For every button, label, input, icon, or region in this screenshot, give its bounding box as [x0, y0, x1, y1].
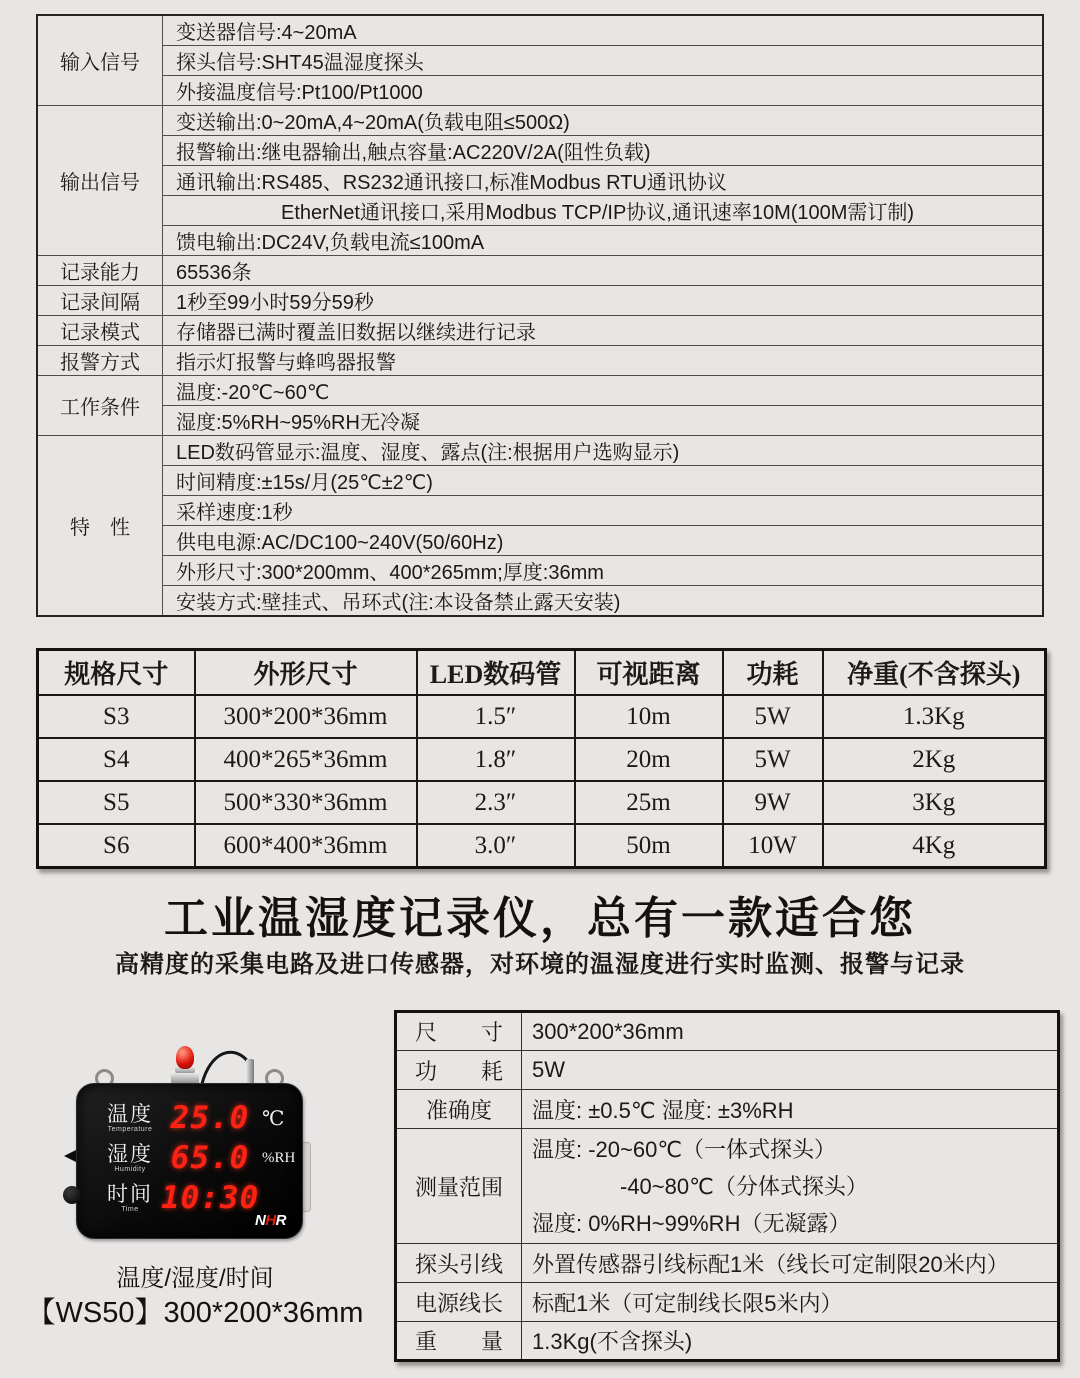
models-table [36, 648, 1047, 869]
models-cell: 10W [723, 824, 823, 868]
page-subtitle: 高精度的采集电路及进口传感器，对环境的温湿度进行实时监测、报警与记录 [115, 951, 965, 978]
detail-value: 300*200*36mm [522, 1012, 1059, 1051]
spec-row-value: 温度:-20℃~60℃ [163, 376, 1044, 406]
models-cell: 25m [575, 781, 723, 824]
spec-row-value: 外形尺寸:300*200mm、400*265mm;厚度:36mm [163, 556, 1044, 586]
models-header-cell: 功耗 [723, 650, 823, 696]
device-caption: 温度/湿度/时间 [116, 1265, 274, 1292]
display-row-humidity [77, 1138, 302, 1178]
cable-plug [246, 1059, 254, 1084]
table-row [38, 824, 1046, 868]
spec-row-value: 1秒至99小时59分59秒 [163, 286, 1044, 316]
spec-row-value: 供电电源:AC/DC100~240V(50/60Hz) [163, 526, 1044, 556]
detail-value: 外置传感器引线标配1米（线长可定制限20米内） [522, 1244, 1059, 1283]
brand-logo [255, 1212, 286, 1229]
page-title: 工业温湿度记录仪，总有一款适合您 [164, 894, 916, 943]
models-cell: 2Kg [823, 738, 1046, 781]
models-header-row [38, 650, 1046, 696]
display-label: 温度 [107, 1101, 153, 1126]
spec-row-value: 65536条 [163, 256, 1044, 286]
display-value: 65.0 [170, 1139, 250, 1176]
table-row [396, 1012, 1059, 1051]
detail-label: 重 量 [396, 1322, 522, 1361]
models-cell: 3Kg [823, 781, 1046, 824]
spec-row-value: 变送器信号:4~20mA [163, 15, 1044, 46]
spec-row-value: 湿度:5%RH~95%RH无冷凝 [163, 406, 1044, 436]
display-label-block [99, 1181, 161, 1213]
detail-label: 电源线长 [396, 1283, 522, 1322]
models-cell: 50m [575, 824, 723, 868]
brand-logo-letter: N [254, 1212, 266, 1229]
display-value: 10:30 [161, 1179, 260, 1216]
table-row [396, 1322, 1059, 1361]
models-header-cell: 规格尺寸 [38, 650, 195, 696]
detail-label: 测量范围 [396, 1129, 522, 1244]
spec-table [36, 14, 1044, 617]
display-sublabel: Time [121, 1205, 139, 1213]
display-unit: ℃ [262, 1107, 285, 1130]
display-label-block [99, 1101, 161, 1133]
models-cell: 10m [575, 695, 723, 738]
models-cell: 1.8″ [417, 738, 575, 781]
spec-row-value: 通讯输出:RS485、RS232通讯接口,标准Modbus RTU通讯协议 [163, 166, 1044, 196]
detail-label: 功 耗 [396, 1051, 522, 1090]
models-cell: S3 [38, 695, 195, 738]
models-cell: 500*330*36mm [195, 781, 417, 824]
models-cell: 300*200*36mm [195, 695, 417, 738]
alarm-beacon-icon [176, 1046, 194, 1069]
spec-row-value: 时间精度:±15s/月(25℃±2℃) [163, 466, 1044, 496]
detail-label: 探头引线 [396, 1244, 522, 1283]
detail-label: 尺 寸 [396, 1012, 522, 1051]
display-label: 湿度 [107, 1141, 153, 1166]
spec-group-label: 报警方式 [37, 346, 163, 376]
detail-label: 准确度 [396, 1090, 522, 1129]
detail-value-line: -40~80℃（分体式探头） [620, 1173, 868, 1199]
table-row [38, 695, 1046, 738]
spec-group-label: 记录能力 [37, 256, 163, 286]
spec-row-value: 外接温度信号:Pt100/Pt1000 [163, 76, 1044, 106]
spec-row-value: 变送输出:0~20mA,4~20mA(负载电阻≤500Ω) [163, 106, 1044, 136]
models-cell: 5W [723, 738, 823, 781]
models-cell: S5 [38, 781, 195, 824]
models-cell: S6 [38, 824, 195, 868]
detail-value: 温度: ±0.5℃ 湿度: ±3%RH [522, 1090, 1059, 1129]
table-row [396, 1244, 1059, 1283]
models-header-cell: 可视距离 [575, 650, 723, 696]
display-unit: %RH [262, 1149, 296, 1166]
spec-row-value: 探头信号:SHT45温湿度探头 [163, 46, 1044, 76]
models-header-cell: 外形尺寸 [195, 650, 417, 696]
spec-row-value: 馈电输出:DC24V,负载电流≤100mA [163, 226, 1044, 256]
detail-value: 标配1米（可定制线长限5米内） [522, 1283, 1059, 1322]
detail-value: 5W [522, 1051, 1059, 1090]
brand-logo-letter: H [265, 1212, 276, 1229]
models-cell: S4 [38, 738, 195, 781]
display-label: 时间 [107, 1181, 153, 1206]
detail-value-line: 温度: -20~60℃（一体式探头） [532, 1136, 837, 1162]
spec-row-value: LED数码管显示:温度、湿度、露点(注:根据用户选购显示) [163, 436, 1044, 466]
table-row [396, 1051, 1059, 1090]
table-row [396, 1090, 1059, 1129]
recorder-device-image [76, 1083, 303, 1239]
table-row [38, 781, 1046, 824]
spec-row-value: 存储器已满时覆盖旧数据以继续进行记录 [163, 316, 1044, 346]
models-cell: 600*400*36mm [195, 824, 417, 868]
models-cell: 2.3″ [417, 781, 575, 824]
side-knob [63, 1186, 81, 1204]
models-header-cell: LED数码管 [417, 650, 575, 696]
spec-group-label: 工作条件 [37, 376, 163, 436]
display-sublabel: Temperature [107, 1125, 153, 1133]
display-value: 25.0 [170, 1099, 250, 1136]
device-model-caption: 【WS50】300*200*36mm [26, 1297, 364, 1329]
spec-row-value: EtherNet通讯接口,采用Modbus TCP/IP协议,通讯速率10M(100M需订制) [163, 196, 1044, 226]
detail-value-line: 湿度: 0%RH~99%RH（无凝露） [532, 1210, 851, 1236]
models-cell: 9W [723, 781, 823, 824]
spec-group-label: 输入信号 [37, 15, 163, 106]
display-sublabel: Humidity [114, 1165, 146, 1173]
detail-value: 1.3Kg(不含探头) [522, 1322, 1059, 1361]
spec-group-label: 输出信号 [37, 106, 163, 256]
models-cell: 400*265*36mm [195, 738, 417, 781]
spec-group-label: 记录模式 [37, 316, 163, 346]
table-row [38, 738, 1046, 781]
models-cell: 4Kg [823, 824, 1046, 868]
display-label-block [99, 1141, 161, 1173]
models-cell: 5W [723, 695, 823, 738]
display-row-temperature [77, 1098, 302, 1138]
models-cell: 3.0″ [417, 824, 575, 868]
detail-value [522, 1129, 1059, 1244]
spec-row-value: 指示灯报警与蜂鸣器报警 [163, 346, 1044, 376]
models-cell: 1.5″ [417, 695, 575, 738]
spec-row-value: 安装方式:壁挂式、吊环式(注:本设备禁止露天安装) [163, 586, 1044, 617]
detail-table [394, 1010, 1060, 1362]
table-row [396, 1283, 1059, 1322]
spec-group-label: 特 性 [37, 436, 163, 617]
spec-row-value: 采样速度:1秒 [163, 496, 1044, 526]
models-cell: 1.3Kg [823, 695, 1046, 738]
table-row [396, 1129, 1059, 1244]
spec-group-label: 记录间隔 [37, 286, 163, 316]
models-cell: 20m [575, 738, 723, 781]
spec-row-value: 报警输出:继电器输出,触点容量:AC220V/2A(阻性负载) [163, 136, 1044, 166]
models-header-cell: 净重(不含探头) [823, 650, 1046, 696]
brand-logo-letter: R [275, 1212, 286, 1229]
